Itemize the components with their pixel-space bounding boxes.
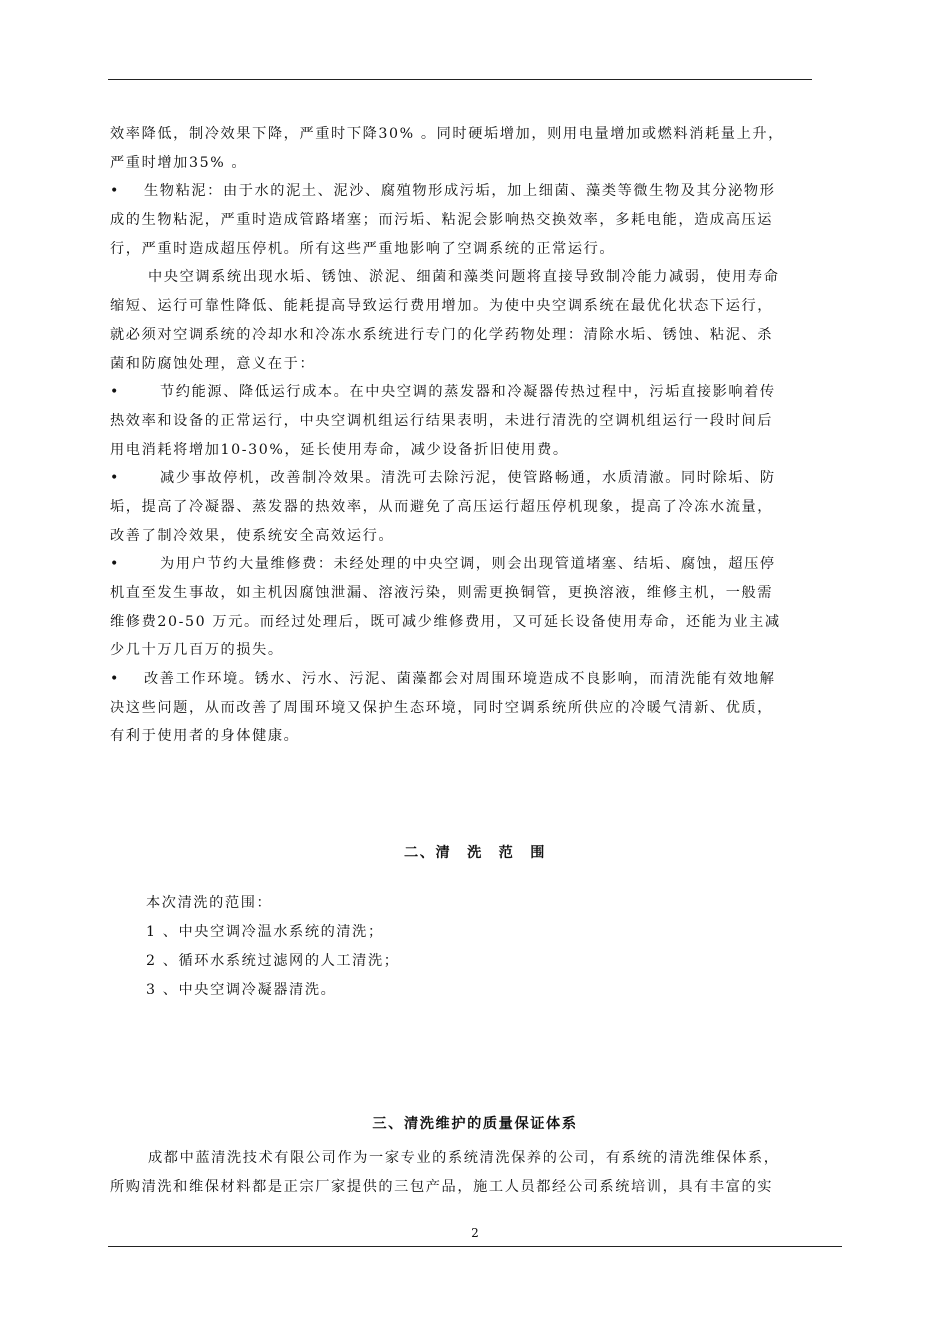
body-line: 行，严重时造成超压停机。所有这些严重地影响了空调系统的正常运行。: [110, 240, 616, 257]
scope-intro: 本次清洗的范围：: [146, 895, 273, 912]
bullet-icon: •: [110, 671, 120, 688]
bullet-item-bio: [110, 177, 840, 206]
body-line: 垢，提高了冷凝器、蒸发器的热效率，从而避免了高压运行超压停机现象，提高了冷冻水流量，: [110, 498, 774, 515]
body-line: 热效率和设备的正常运行，中央空调机组运行结果表明，未进行清洗的空调机组运行一段时间后: [110, 412, 774, 429]
body-line: 决这些问题，从而改善了周围环境又保护生态环境，同时空调系统所供应的冷暖气清新、优质，: [110, 699, 774, 716]
paragraph-line: 中央空调系统出现水垢、锈蚀、淤泥、细菌和藻类问题将直接导致制冷能力减弱，使用寿命: [148, 269, 780, 286]
paragraph-line: 所购清洗和维保材料都是正宗厂家提供的三包产品，施工人员都经公司系统培训，具有丰富的实: [110, 1178, 774, 1195]
list-item: 2 、循环水系统过滤网的人工清洗；: [146, 953, 400, 970]
bullet-text: 为用户节约大量维修费：未经处理的中央空调，则会出现管道堵塞、结垢、腐蚀，超压停: [160, 556, 776, 573]
bullet-text: 减少事故停机，改善制冷效果。清洗可去除污泥，使管路畅通，水质清澈。同时除垢、防: [160, 470, 776, 487]
bullet-text: 生物粘泥：由于水的泥土、泥沙、腐殖物形成污垢，加上细菌、藻类等微生物及其分泌物形: [144, 183, 776, 200]
bullet-text: 改善工作环境。锈水、污水、污泥、菌藻都会对周围环境造成不良影响，而清洗能有效地解: [144, 671, 776, 688]
list-item: 1 、中央空调冷温水系统的清洗；: [146, 924, 384, 941]
body-line: 严重时增加35% 。: [110, 154, 248, 171]
section-heading-quality: 三、清洗维护的质量保证体系: [372, 1116, 578, 1133]
body-line: 少几十万几百万的损失。: [110, 642, 284, 659]
bullet-icon: •: [110, 183, 120, 200]
body-line: 效率降低，制冷效果下降，严重时下降30% 。同时硬垢增加，则用电量增加或燃料消耗量上升，: [110, 126, 784, 142]
paragraph-line: 就必须对空调系统的冷却水和冷冻水系统进行专门的化学药物处理：清除水垢、锈蚀、粘泥、杀: [110, 326, 774, 343]
body-line: 成的生物粘泥，严重时造成管路堵塞；而污垢、粘泥会影响热交换效率，多耗电能，造成高压运: [110, 212, 774, 229]
header-rule: [108, 79, 812, 80]
bullet-icon: •: [110, 470, 120, 487]
paragraph-line: 成都中蓝清洗技术有限公司作为一家专业的系统清洗保养的公司，有系统的清洗维保体系，: [148, 1150, 780, 1167]
bullet-item-repair: [110, 550, 840, 579]
body-line: 维修费20-50 万元。而经过处理后，既可减少维修费用，又可延长设备使用寿命，还能为业主减: [110, 613, 781, 630]
body-line: 机直至发生事故，如主机因腐蚀泄漏、溶液污染，则需更换铜管，更换溶液，维修主机，一般需: [110, 585, 774, 601]
footer-rule: [108, 1246, 842, 1247]
bullet-icon: •: [110, 556, 120, 573]
bullet-item-accident: [110, 464, 840, 493]
page-number: 2: [471, 1226, 479, 1240]
list-item: 3 、中央空调冷凝器清洗。: [146, 982, 337, 999]
paragraph-line: 缩短、运行可靠性降低、能耗提高导致运行费用增加。为使中央空调系统在最优化状态下运行，: [110, 298, 774, 315]
bullet-text: 节约能源、降低运行成本。在中央空调的蒸发器和冷凝器传热过程中，污垢直接影响着传: [160, 384, 776, 401]
paragraph-line: 菌和防腐蚀处理，意义在于：: [110, 355, 316, 372]
document-body: [110, 120, 840, 1202]
section-heading-scope: 二、清 洗 范 围: [403, 845, 547, 862]
body-line: 改善了制冷效果，使系统安全高效运行。: [110, 527, 395, 544]
body-line: 有利于使用者的身体健康。: [110, 728, 300, 745]
body-line: 用电消耗将增加10-30%，延长使用寿命，减少设备折旧使用费。: [110, 441, 569, 458]
bullet-icon: •: [110, 384, 120, 401]
bullet-item-energy: [110, 378, 840, 407]
bullet-item-env: [110, 665, 840, 694]
